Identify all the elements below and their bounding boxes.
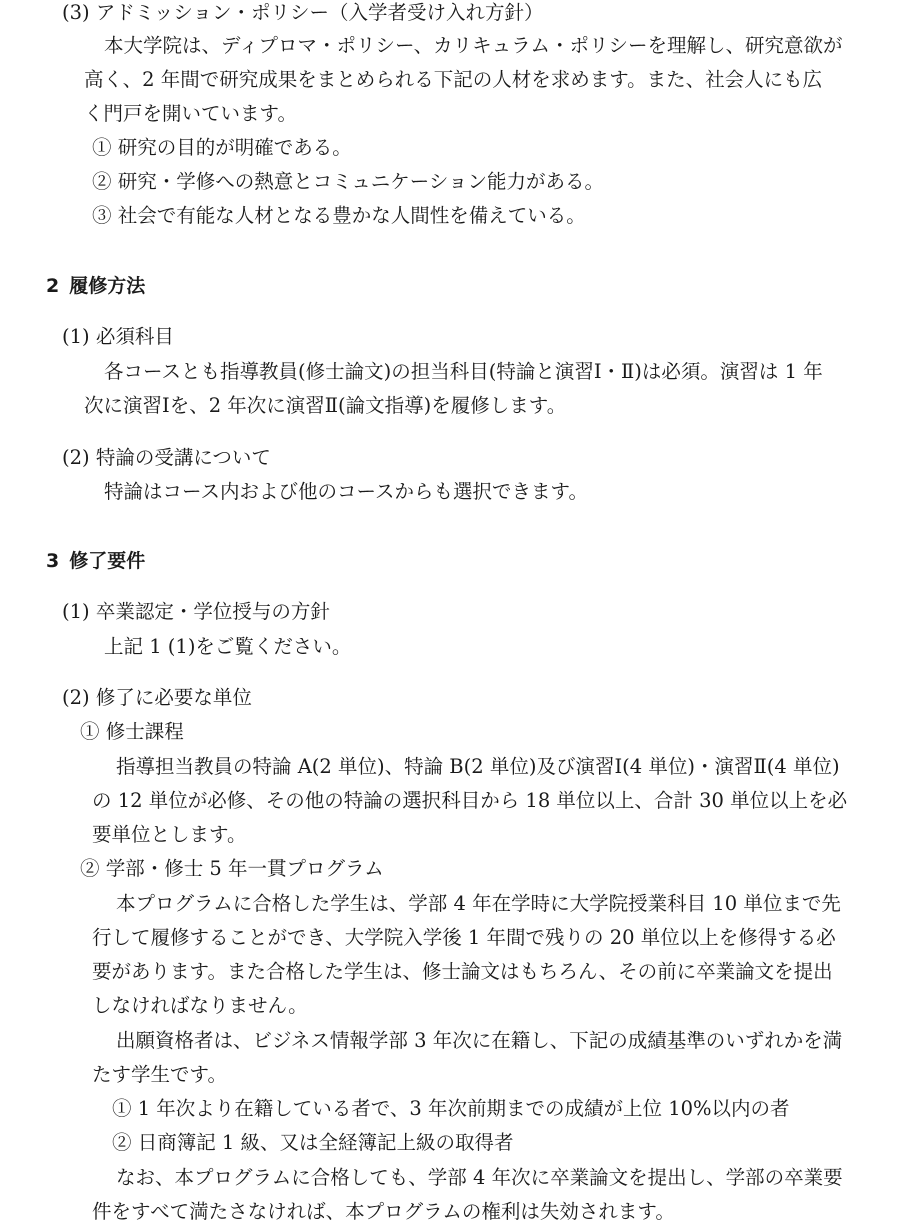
five-year-program-para-line: 本プログラムに合格した学生は、学部 4 年在学時に大学院授業科目 10 単位まで先 — [116, 892, 841, 915]
five-year-program-para-line: 行して履修することができ、大学院入学後 1 年間で残りの 20 単位以上を修得する必 — [92, 926, 836, 949]
five-year-program-para-line: 要があります。また合格した学生は、修士論文はもちろん、その前に卒業論文を提出 — [92, 960, 833, 983]
section-number: 2 — [46, 275, 60, 297]
section-number: 3 — [46, 550, 60, 572]
section-title: 履修方法 — [69, 275, 146, 297]
masters-course-heading: ① 修士課程 — [80, 720, 184, 743]
admission-policy-heading: (3) アドミッション・ポリシー（入学者受け入れ方針） — [62, 1, 544, 24]
masters-course-para-line: の 12 単位が必修、その他の特論の選択科目から 18 単位以上、合計 30 単位以上を必 — [92, 789, 848, 812]
lecture-enrollment-heading: (2) 特論の受講について — [62, 446, 271, 469]
admission-policy-para-line: 本大学院は、ディプロマ・ポリシー、カリキュラム・ポリシーを理解し、研究意欲が — [104, 34, 843, 57]
admission-policy-item: ③ 社会で有能な人材となる豊かな人間性を備えている。 — [92, 204, 586, 227]
required-subjects-heading: (1) 必須科目 — [62, 325, 174, 348]
admission-policy-item: ① 研究の目的が明確である。 — [92, 136, 352, 159]
forfeiture-note-line: 件をすべて満たさなければ、本プログラムの権利は失効されます。 — [92, 1200, 675, 1223]
admission-policy-item: ② 研究・学修への熱意とコミュニケーション能力がある。 — [92, 170, 605, 193]
graduation-policy-heading: (1) 卒業認定・学位授与の方針 — [62, 600, 330, 623]
admission-policy-para-line: く門戸を開いています。 — [84, 102, 297, 125]
lecture-enrollment-para-line: 特論はコース内および他のコースからも選択できます。 — [104, 480, 588, 503]
required-subjects-para-line: 次に演習Ⅰを、2 年次に演習Ⅱ(論文指導)を履修します。 — [84, 394, 567, 417]
masters-course-para-line: 要単位とします。 — [92, 823, 247, 846]
eligibility-para-line: たす学生です。 — [92, 1063, 227, 1086]
section-3-heading — [46, 548, 145, 574]
required-credits-heading: (2) 修了に必要な単位 — [62, 686, 252, 709]
masters-course-para-line: 指導担当教員の特論 A(2 単位)、特論 B(2 単位)及び演習Ⅰ(4 単位)・演習Ⅱ(4 単位) — [116, 755, 840, 778]
eligibility-para-line: 出願資格者は、ビジネス情報学部 3 年次に在籍し、下記の成績基準のいずれかを満 — [116, 1029, 843, 1052]
section-2-heading — [46, 273, 145, 299]
graduation-policy-para-line: 上記 1 (1)をご覧ください。 — [104, 635, 352, 658]
forfeiture-note-line: なお、本プログラムに合格しても、学部 4 年次に卒業論文を提出し、学部の卒業要 — [116, 1166, 843, 1189]
five-year-program-para-line: しなければなりません。 — [92, 994, 308, 1017]
section-title: 修了要件 — [69, 550, 146, 572]
eligibility-criterion: ① 1 年次より在籍している者で、3 年次前期までの成績が上位 10%以内の者 — [112, 1097, 790, 1120]
admission-policy-para-line: 高く、2 年間で研究成果をまとめられる下記の人材を求めます。また、社会人にも広 — [84, 68, 823, 91]
required-subjects-para-line: 各コースとも指導教員(修士論文)の担当科目(特論と演習Ⅰ・Ⅱ)は必須。演習は 1 年 — [104, 360, 823, 383]
eligibility-criterion: ② 日商簿記 1 級、又は全経簿記上級の取得者 — [112, 1131, 514, 1154]
five-year-program-heading: ② 学部・修士 5 年一貫プログラム — [80, 857, 384, 880]
